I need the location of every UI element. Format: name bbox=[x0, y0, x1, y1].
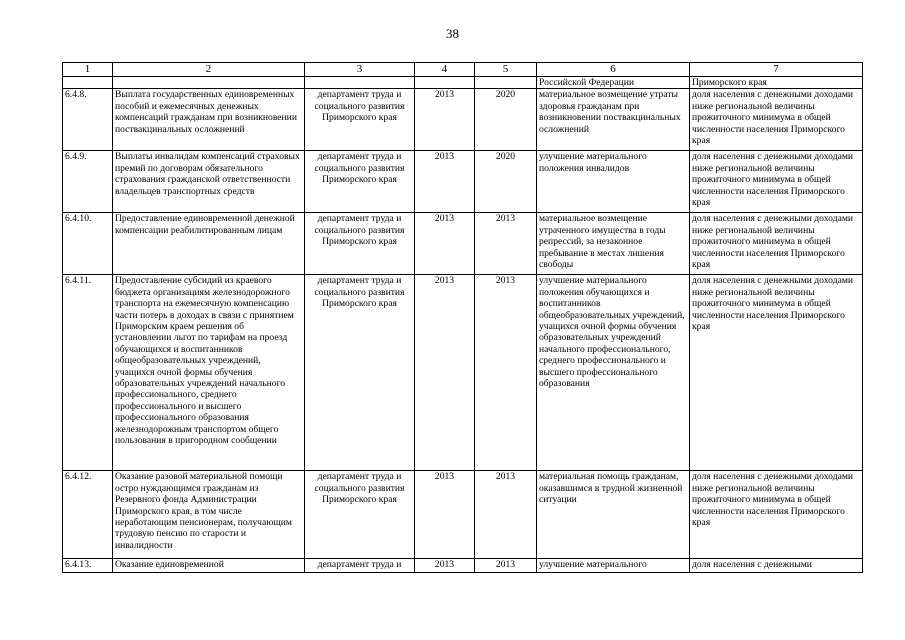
header-row bbox=[63, 63, 863, 77]
item-start-year: 2013 bbox=[415, 89, 475, 151]
item-indicator: доля населения с денежными доходами ниже региональной величины прожиточного минимума в общей численности населения Приморского края bbox=[690, 213, 863, 275]
column-header: 2 bbox=[113, 63, 305, 77]
item-name: Выплаты инвалидам компенсаций страховых премий по договорам обязательного страхования гражданской ответственности владельцев транспортных средств bbox=[113, 151, 305, 213]
item-start-year: 2013 bbox=[415, 275, 475, 471]
table-cell bbox=[305, 77, 415, 89]
item-start-year: 2013 bbox=[415, 151, 475, 213]
item-end-year: 2013 bbox=[475, 559, 537, 573]
table-row bbox=[63, 213, 863, 275]
item-end-year: 2020 bbox=[475, 89, 537, 151]
item-result: улучшение материального положения обучающихся и воспитанников общеобразовательных учреждений, учащихся очной формы обучения образовательных учреждений начального профессионального, среднего профессионального и высшего профессионального образования bbox=[537, 275, 690, 471]
item-executor: департамент труда и социального развития Приморского края bbox=[305, 151, 415, 213]
item-name: Выплата государственных единовременных пособий и ежемесячных денежных компенсаций гражданам при возникновении поствакцинальных осложнений bbox=[113, 89, 305, 151]
carry-over-row bbox=[63, 77, 863, 89]
item-end-year: 2013 bbox=[475, 471, 537, 559]
item-number: 6.4.10. bbox=[63, 213, 113, 275]
item-executor: департамент труда и социального развития Приморского края bbox=[305, 89, 415, 151]
item-result: улучшение материального положения инвалидов bbox=[537, 151, 690, 213]
item-number: 6.4.11. bbox=[63, 275, 113, 471]
table-cell bbox=[63, 77, 113, 89]
item-result: материальное возмещение утраченного имущества в годы репрессий, за незаконное пребывание в местах лишения свободы bbox=[537, 213, 690, 275]
item-number: 6.4.8. bbox=[63, 89, 113, 151]
item-indicator: доля населения с денежными доходами ниже региональной величины прожиточного минимума в общей численности населения Приморского края bbox=[690, 471, 863, 559]
item-result: улучшение материального bbox=[537, 559, 690, 573]
table-row bbox=[63, 471, 863, 559]
item-executor: департамент труда и социального развития Приморского края bbox=[305, 213, 415, 275]
item-start-year: 2013 bbox=[415, 471, 475, 559]
column-header: 1 bbox=[63, 63, 113, 77]
item-end-year: 2013 bbox=[475, 213, 537, 275]
item-number: 6.4.12. bbox=[63, 471, 113, 559]
item-end-year: 2013 bbox=[475, 275, 537, 471]
item-name: Предоставление единовременной денежной компенсации реабилитированным лицам bbox=[113, 213, 305, 275]
table-cell bbox=[113, 77, 305, 89]
item-number: 6.4.13. bbox=[63, 559, 113, 573]
item-executor: департамент труда и социального развития Приморского края bbox=[305, 275, 415, 471]
column-header: 6 bbox=[537, 63, 690, 77]
item-start-year: 2013 bbox=[415, 559, 475, 573]
table-cell: Российской Федерации bbox=[537, 77, 690, 89]
column-header: 5 bbox=[475, 63, 537, 77]
table-cell: Приморского края bbox=[690, 77, 863, 89]
table-row bbox=[63, 151, 863, 213]
table-row bbox=[63, 559, 863, 573]
program-table bbox=[62, 62, 863, 573]
item-result: материальная помощь гражданам, оказавшимся в трудной жизненной ситуации bbox=[537, 471, 690, 559]
item-indicator: доля населения с денежными доходами ниже региональной величины прожиточного минимума в общей численности населения Приморского края bbox=[690, 89, 863, 151]
table-cell bbox=[415, 77, 475, 89]
item-indicator: доля населения с денежными доходами ниже региональной величины прожиточного минимума в общей численности населения Приморского края bbox=[690, 151, 863, 213]
column-header: 7 bbox=[690, 63, 863, 77]
item-name: Предоставление субсидий из краевого бюджета организациям железнодорожного транспорта на ежемесячную компенсацию части потерь в доходах в связи с принятием Приморским краем решения об установлении льгот по тарифам на проезд обучающихся и воспитанников общеобразовательных учреждений, учащихся очной формы обучения образовательных учреждений начального профессионального, среднего профессионального и высшего профессионального образования железнодорожным транспортом общего пользования в пригородном сообщении bbox=[113, 275, 305, 471]
page-number: 38 bbox=[446, 26, 459, 41]
table-row bbox=[63, 275, 863, 471]
table-row bbox=[63, 89, 863, 151]
item-indicator: доля населения с денежными доходами ниже региональной величины прожиточного минимума в общей численности населения Приморского края bbox=[690, 275, 863, 471]
item-name: Оказание единовременной bbox=[113, 559, 305, 573]
item-executor: департамент труда и социального развития Приморского края bbox=[305, 471, 415, 559]
column-header: 3 bbox=[305, 63, 415, 77]
item-name: Оказание разовой материальной помощи остро нуждающимся гражданам из Резервного фонда Администрации Приморского края, в том числе неработающим пенсионерам, получающим трудовую пенсию по старости и инвалидности bbox=[113, 471, 305, 559]
item-start-year: 2013 bbox=[415, 213, 475, 275]
column-header: 4 bbox=[415, 63, 475, 77]
item-indicator: доля населения с денежными bbox=[690, 559, 863, 573]
item-result: материальное возмещение утраты здоровья гражданам при возникновении поствакцинальных осложнений bbox=[537, 89, 690, 151]
item-executor: департамент труда и bbox=[305, 559, 415, 573]
item-number: 6.4.9. bbox=[63, 151, 113, 213]
item-end-year: 2020 bbox=[475, 151, 537, 213]
table-cell bbox=[475, 77, 537, 89]
